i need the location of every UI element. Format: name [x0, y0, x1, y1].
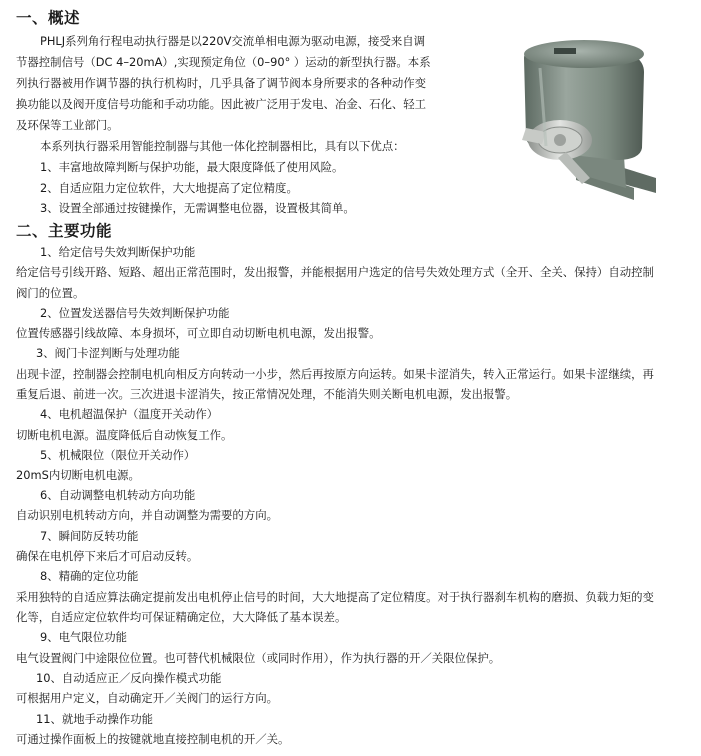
function-title: 8、精确的定位功能 [40, 569, 139, 583]
function-title: 7、瞬间防反转功能 [40, 529, 139, 543]
function-desc: 给定信号引线开路、短路、超出正常范围时，发出报警，并能根据用户选定的信号失效处理方式（全开、全关、保持）自动控制 [16, 265, 654, 279]
function-title: 4、电机超温保护（温度开关动作） [40, 407, 219, 421]
intro-line: 节器控制信号（DC 4–20mA）,实现预定角位（0–90° ）运动的新型执行器。本系 [16, 55, 431, 69]
function-desc: 自动识别电机转动方向，并自动调整为需要的方向。 [16, 508, 278, 522]
function-title: 9、电气限位功能 [40, 630, 127, 644]
actuator-product-photo [506, 28, 666, 208]
intro-line: 换功能以及阀开度信号功能和手动功能。因此被广泛用于发电、冶金、石化、轻工 [16, 97, 427, 111]
section-title-functions: 二、主要功能 [16, 222, 113, 240]
function-desc: 切断电机电源。温度降低后自动恢复工作。 [16, 428, 233, 442]
intro-line: 及环保等工业部门。 [16, 118, 119, 132]
function-desc: 电气设置阀门中途限位位置。也可替代机械限位（或同时作用），作为执行器的开／关限位保护。 [16, 651, 501, 665]
function-desc: 阀门的位置。 [16, 286, 85, 300]
function-desc: 化等，自适应定位软件均可保证精确定位，大大降低了基本误差。 [16, 610, 347, 624]
function-title: 11、就地手动操作功能 [36, 712, 154, 726]
function-title: 5、机械限位（限位开关动作） [40, 448, 196, 462]
function-desc: 出现卡涩，控制器会控制电机向相反方向转动一小步，然后再按原方向运转。如果卡涩消失，转入正常运行。如果卡涩继续，再 [16, 367, 654, 381]
function-desc: 可通过操作面板上的按键就地直接控制电机的开／关。 [16, 732, 290, 746]
intro-line: 列执行器被用作调节器的执行机构时，几乎具备了调节阀本身所要求的各种动作变 [16, 76, 427, 90]
function-desc: 采用独特的自适应算法确定提前发出电机停止信号的时间，大大地提高了定位精度。对于执行器刹车机构的磨损、负载力矩的变 [16, 590, 654, 604]
function-title: 3、阀门卡涩判断与处理功能 [36, 346, 180, 360]
function-desc: 重复后退、前进一次。三次进退卡涩消失，按正常情况处理，不能消失则关断电机电源，发出报警。 [16, 387, 518, 401]
advantage-item: 3、设置全部通过按键操作，无需调整电位器，设置极其简单。 [40, 201, 355, 215]
advantage-item: 2、自适应阻力定位软件，大大地提高了定位精度。 [40, 181, 298, 195]
function-desc: 可根据用户定义，自动确定开／关阀门的运行方向。 [16, 691, 278, 705]
function-desc: 位置传感器引线故障、本身损坏，可立即自动切断电机电源，发出报警。 [16, 326, 381, 340]
function-title: 10、自动适应正／反向操作模式功能 [36, 671, 222, 685]
advantage-item: 1、丰富地故障判断与保护功能，最大限度降低了使用风险。 [40, 160, 344, 174]
section-title-overview: 一、概述 [16, 9, 81, 27]
function-title: 6、自动调整电机转动方向功能 [40, 488, 196, 502]
function-title: 2、位置发送器信号失效判断保护功能 [40, 306, 230, 320]
function-desc: 20mS内切断电机电源。 [16, 468, 140, 482]
advantages-intro: 本系列执行器采用智能控制器与其他一体化控制器相比，具有以下优点： [40, 139, 405, 153]
function-desc: 确保在电机停下来后才可启动反转。 [16, 549, 199, 563]
function-title: 1、给定信号失效判断保护功能 [40, 245, 196, 259]
intro-line: PHLJ系列角行程电动执行器是以220V交流单相电源为驱动电源，接受来自调 [40, 34, 426, 48]
